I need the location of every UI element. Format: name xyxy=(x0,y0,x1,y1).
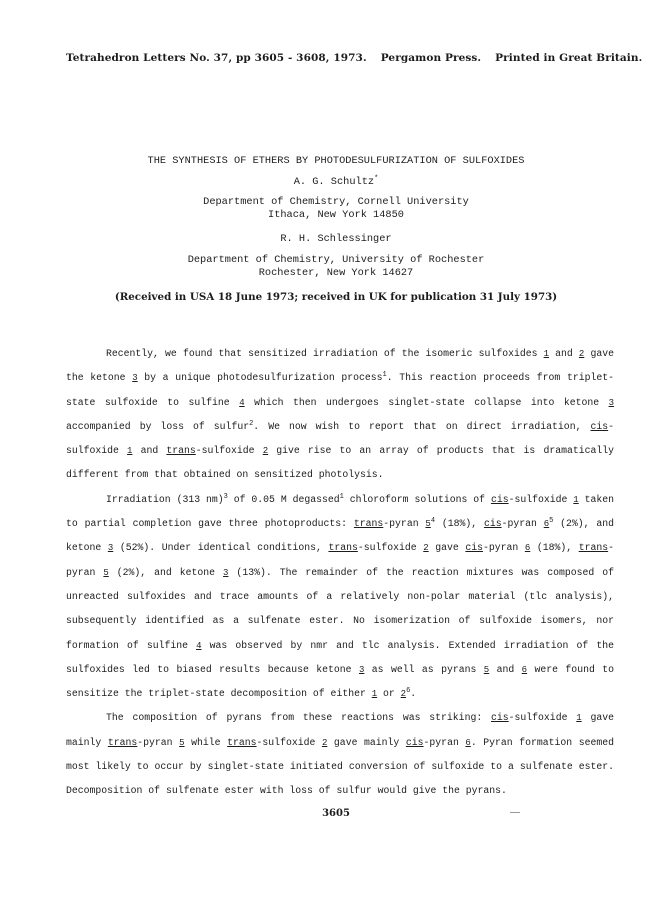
article-body xyxy=(66,342,614,804)
received-dates: (Received in USA 18 June 1973; received in UK for publication 31 July 1973) xyxy=(114,291,558,303)
paragraph: Irradiation (313 nm)$^3$ of 0.05 M degassed$^1$ chloroform solutions of cis-sulfoxide 1 taken to partial completion gave three photoproducts: trans-pyran $5^4$ (18%), cis-pyran $6^5$ (2%), and ketone 3 (52%). Under identical conditions, trans-sulfoxide 2 gave cis-pyran 6 (18%), trans-pyran 5 (2%), and ketone 3 (13%). The remainder of the reaction mixtures was composed of unreacted sulfoxides and trace amounts of a relatively non-polar material (tlc analysis), subsequently identified as a sulfenate ester. No isomerization of sulfoxide isomers, nor formation of sulfine 4 was observed by nmr and tlc analysis. Extended irradiation of the sulfoxides led to biased results because ketone 3 as well as pyrans 5 and 6 were found to sensitize the triplet-state decomposition of either 1 or $2^6$. xyxy=(66,492,615,700)
author-1-dept: Department of Chemistry, Cornell University xyxy=(203,196,469,208)
author-1-name: A. G. Schultz xyxy=(293,176,375,188)
journal-header xyxy=(66,52,642,64)
author-2-dept: Department of Chemistry, University of Rochester xyxy=(187,254,485,266)
publisher: Pergamon Press. xyxy=(380,52,482,64)
paragraph: Recently, we found that sensitized irradiation of the isomeric sulfoxides 1 and 2 gave the ketone 3 by a unique photodesulfurization process$^1$. This reaction proceeds from triplet-state sulfoxide to sulfine 4 which then undergoes singlet-state collapse into ketone 3 accompanied by loss of sulfur$^2$. We now wish to report that on direct irradiation, cis-sulfoxide 1 and trans-sulfoxide 2 give rise to an array of products that is dramatically different from that obtained on sensitized photolysis. xyxy=(66,348,615,481)
corresponding-mark: * xyxy=(374,175,379,183)
page-number: 3605 xyxy=(322,808,350,819)
stray-mark xyxy=(510,812,520,813)
paper-title: THE SYNTHESIS OF ETHERS BY PHOTODESULFURIZATION OF SULFOXIDES xyxy=(147,155,525,167)
paragraph: The composition of pyrans from these reactions was striking: cis-sulfoxide 1 gave mainly trans-pyran 5 while trans-sulfoxide 2 gave mainly cis-pyran 6. Pyran formation seemed most likely to occur by singlet-state initiated conversion of sulfoxide to a sulfenate ester. Decomposition of sulfenate ester with loss of sulfur would give the pyrans. xyxy=(66,712,615,797)
journal-citation: Tetrahedron Letters No. 37, pp 3605 - 3608, 1973. xyxy=(66,52,367,64)
author-1-city: Ithaca, New York 14850 xyxy=(268,209,404,221)
author-2-city: Rochester, New York 14627 xyxy=(258,267,414,279)
author-name xyxy=(0,176,672,189)
printed-location: Printed in Great Britain. xyxy=(495,52,643,64)
author-2-name: R. H. Schlessinger xyxy=(280,233,392,245)
